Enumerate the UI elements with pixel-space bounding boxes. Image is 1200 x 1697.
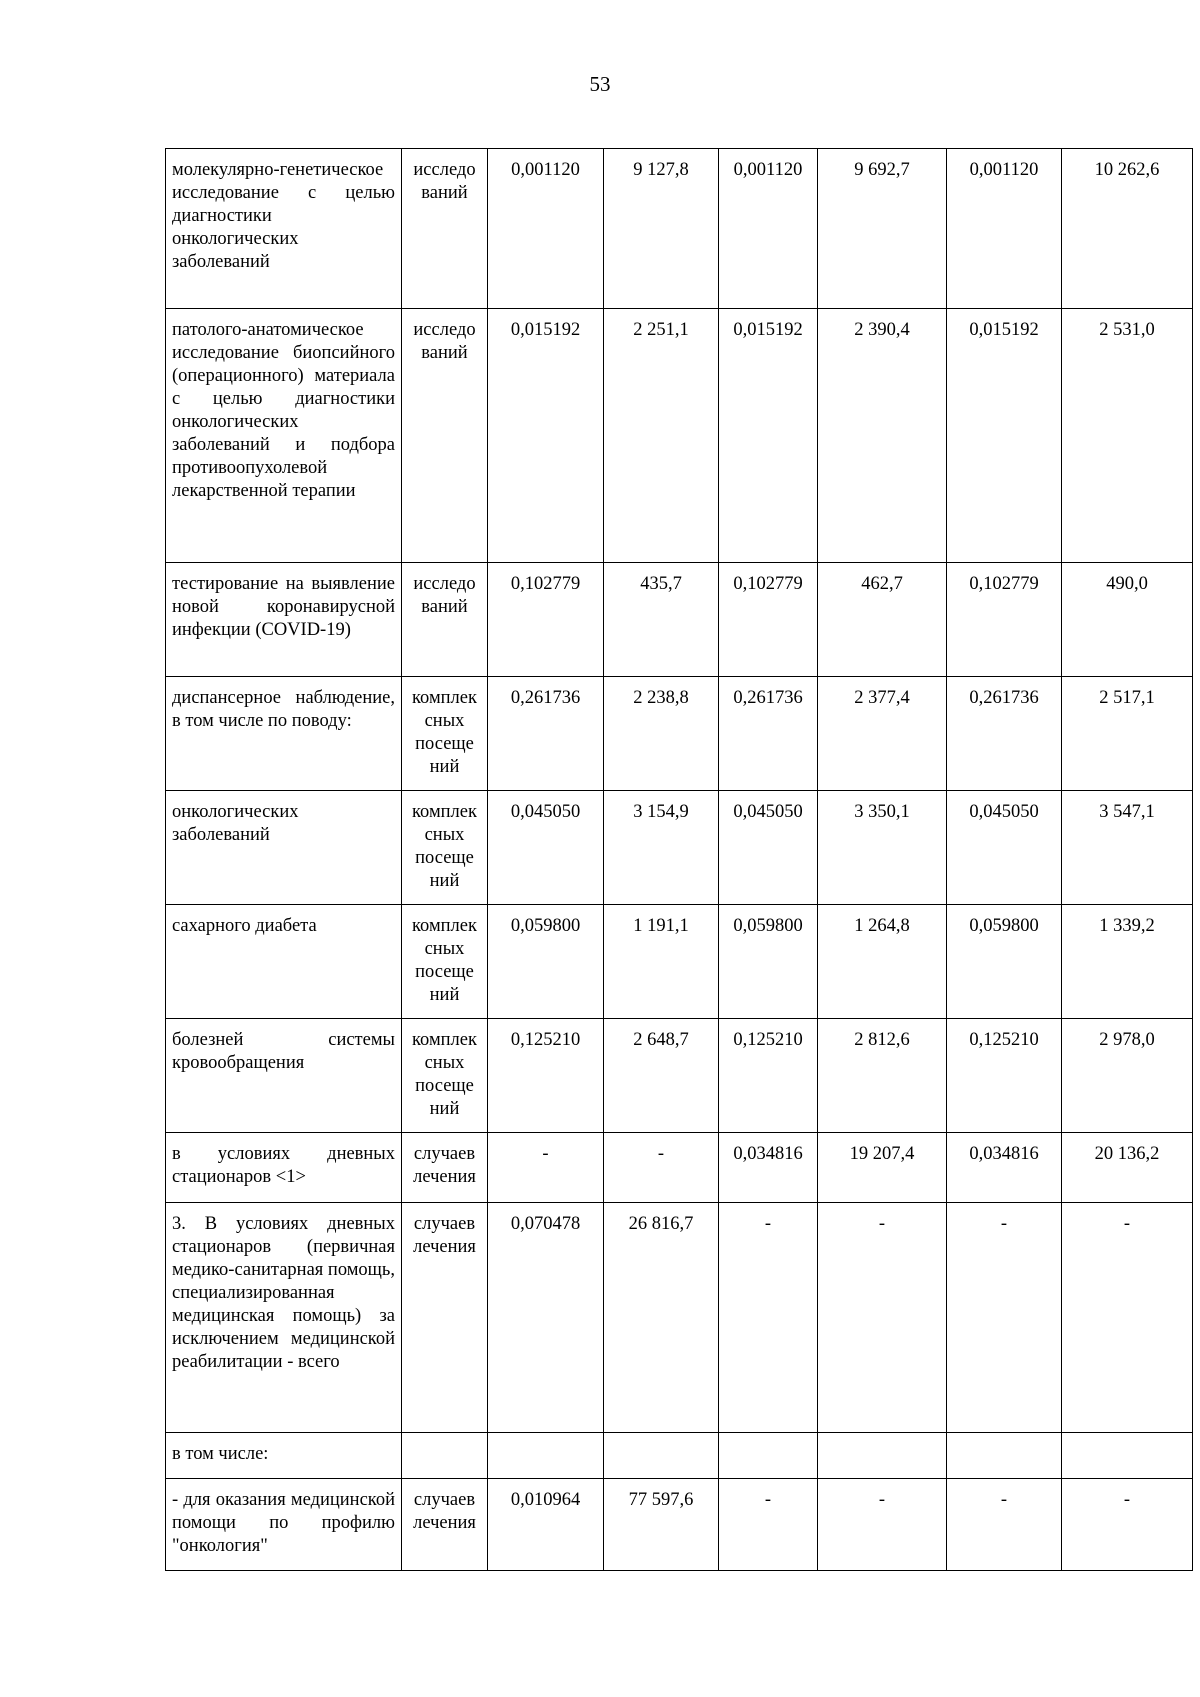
volume-norm-2023-cell: 0,261736 [488,677,604,791]
cost-norm-2023-cell: 2 251,1 [604,309,719,563]
volume-norm-2024-cell: - [719,1479,818,1571]
norms-table [165,148,1193,1571]
cost-norm-2024-cell: 3 350,1 [818,791,947,905]
cost-norm-2023-cell: - [604,1133,719,1203]
volume-norm-2023-cell: - [488,1133,604,1203]
volume-norm-2025-cell: 0,034816 [947,1133,1062,1203]
volume-norm-2025-cell [947,1433,1062,1479]
service-name-cell: патолого-анатомическое исследование биопсийного (операционного) материала с целью диагностики онкологических заболеваний и подбора противоопухолевой лекарственной терапии [166,309,402,563]
service-name-cell: болезней системы кровообращения [166,1019,402,1133]
unit-cell: исследо ваний [402,309,488,563]
unit-cell: комплек сных посеще ний [402,791,488,905]
volume-norm-2023-cell: 0,001120 [488,149,604,309]
service-name-cell: в условиях дневных стационаров <1> [166,1133,402,1203]
volume-norm-2025-cell: 0,125210 [947,1019,1062,1133]
volume-norm-2023-cell: 0,102779 [488,563,604,677]
table-body [166,149,1193,1571]
volume-norm-2024-cell: - [719,1203,818,1433]
cost-norm-2025-cell: 2 531,0 [1062,309,1193,563]
cost-norm-2023-cell: 2 648,7 [604,1019,719,1133]
service-name-cell: - для оказания медицинской помощи по профилю "онкология" [166,1479,402,1571]
table-row [166,791,1193,905]
volume-norm-2023-cell: 0,125210 [488,1019,604,1133]
cost-norm-2025-cell: - [1062,1479,1193,1571]
volume-norm-2025-cell: 0,059800 [947,905,1062,1019]
cost-norm-2024-cell: - [818,1479,947,1571]
cost-norm-2023-cell: 9 127,8 [604,149,719,309]
cost-norm-2023-cell: 26 816,7 [604,1203,719,1433]
table-row [166,1019,1193,1133]
service-name-cell: 3. В условиях дневных стационаров (первичная медико-санитарная помощь, специализированная медицинская помощь) за исключением медицинской реабилитации - всего [166,1203,402,1433]
cost-norm-2024-cell: - [818,1203,947,1433]
cost-norm-2025-cell: 3 547,1 [1062,791,1193,905]
unit-cell: комплек сных посеще ний [402,905,488,1019]
table-row [166,149,1193,309]
cost-norm-2023-cell: 3 154,9 [604,791,719,905]
volume-norm-2023-cell [488,1433,604,1479]
volume-norm-2024-cell: 0,059800 [719,905,818,1019]
service-name-cell: тестирование на выявление новой коронавирусной инфекции (COVID-19) [166,563,402,677]
volume-norm-2025-cell: 0,001120 [947,149,1062,309]
table-row [166,677,1193,791]
cost-norm-2025-cell: 20 136,2 [1062,1133,1193,1203]
page-number: 53 [589,72,611,96]
unit-cell: случаев лечения [402,1479,488,1571]
volume-norm-2023-cell: 0,045050 [488,791,604,905]
table-row [166,1433,1193,1479]
volume-norm-2023-cell: 0,015192 [488,309,604,563]
unit-cell: случаев лечения [402,1133,488,1203]
unit-cell: исследо ваний [402,149,488,309]
volume-norm-2024-cell: 0,001120 [719,149,818,309]
volume-norm-2024-cell: 0,102779 [719,563,818,677]
service-name-cell: сахарного диабета [166,905,402,1019]
volume-norm-2024-cell: 0,045050 [719,791,818,905]
unit-cell: исследо ваний [402,563,488,677]
cost-norm-2025-cell: 490,0 [1062,563,1193,677]
unit-cell: комплек сных посеще ний [402,1019,488,1133]
volume-norm-2025-cell: 0,102779 [947,563,1062,677]
cost-norm-2023-cell [604,1433,719,1479]
volume-norm-2025-cell: 0,261736 [947,677,1062,791]
table-row [166,563,1193,677]
cost-norm-2023-cell: 77 597,6 [604,1479,719,1571]
table-row [166,1203,1193,1433]
volume-norm-2023-cell: 0,010964 [488,1479,604,1571]
table-row [166,1479,1193,1571]
cost-norm-2024-cell: 19 207,4 [818,1133,947,1203]
cost-norm-2025-cell: 10 262,6 [1062,149,1193,309]
volume-norm-2025-cell: 0,015192 [947,309,1062,563]
cost-norm-2025-cell: 2 517,1 [1062,677,1193,791]
cost-norm-2023-cell: 2 238,8 [604,677,719,791]
unit-cell [402,1433,488,1479]
cost-norm-2025-cell: - [1062,1203,1193,1433]
service-name-cell: в том числе: [166,1433,402,1479]
cost-norm-2025-cell [1062,1433,1193,1479]
volume-norm-2023-cell: 0,070478 [488,1203,604,1433]
volume-norm-2025-cell: - [947,1479,1062,1571]
table-row [166,905,1193,1019]
cost-norm-2024-cell: 462,7 [818,563,947,677]
table-row [166,309,1193,563]
cost-norm-2025-cell: 1 339,2 [1062,905,1193,1019]
service-name-cell: молекулярно-генетическое исследование с целью диагностики онкологических заболеваний [166,149,402,309]
unit-cell: комплек сных посеще ний [402,677,488,791]
volume-norm-2024-cell [719,1433,818,1479]
cost-norm-2024-cell: 9 692,7 [818,149,947,309]
volume-norm-2024-cell: 0,261736 [719,677,818,791]
table-row [166,1133,1193,1203]
cost-norm-2024-cell: 2 812,6 [818,1019,947,1133]
cost-norm-2023-cell: 435,7 [604,563,719,677]
volume-norm-2025-cell: - [947,1203,1062,1433]
volume-norm-2024-cell: 0,125210 [719,1019,818,1133]
unit-cell: случаев лечения [402,1203,488,1433]
volume-norm-2024-cell: 0,015192 [719,309,818,563]
volume-norm-2025-cell: 0,045050 [947,791,1062,905]
service-name-cell: диспансерное наблюдение, в том числе по поводу: [166,677,402,791]
cost-norm-2024-cell: 2 390,4 [818,309,947,563]
cost-norm-2025-cell: 2 978,0 [1062,1019,1193,1133]
volume-norm-2024-cell: 0,034816 [719,1133,818,1203]
cost-norm-2024-cell [818,1433,947,1479]
cost-norm-2023-cell: 1 191,1 [604,905,719,1019]
cost-norm-2024-cell: 2 377,4 [818,677,947,791]
volume-norm-2023-cell: 0,059800 [488,905,604,1019]
service-name-cell: онкологических заболеваний [166,791,402,905]
cost-norm-2024-cell: 1 264,8 [818,905,947,1019]
